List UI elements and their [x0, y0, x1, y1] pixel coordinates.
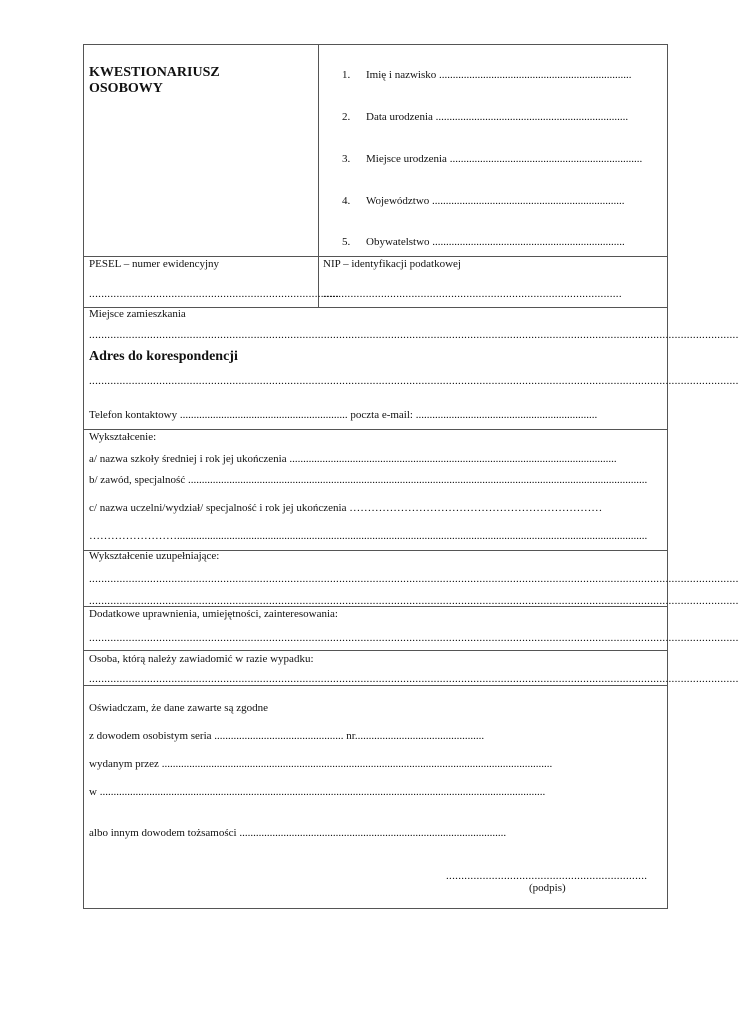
skills-field[interactable]: .....................................................................................................................................................................................................................	[89, 632, 739, 644]
signature-label: (podpis)	[529, 882, 566, 894]
correspondence-heading: Adres do korespondencji	[89, 349, 238, 364]
residence-label: Miejsce zamieszkania	[89, 308, 186, 320]
skills-label: Dodatkowe uprawnienia, umiejętności, zainteresowania:	[89, 608, 338, 620]
personal-item-name[interactable]: 1. Imię i nazwisko ......................................................................	[342, 69, 632, 81]
form-title-line2: OSOBOWY	[89, 81, 163, 96]
id-series-row[interactable]: z dowodem osobistym seria ............................................... nr...............................................	[89, 730, 485, 742]
personal-questionnaire-form	[83, 44, 739, 909]
signature-field[interactable]: ..................................................................	[446, 870, 648, 882]
header-column-divider	[318, 45, 319, 307]
additional-education-field-1[interactable]: .....................................................................................................................................................................................................................	[89, 573, 739, 585]
issued-in-row[interactable]: w ..................................................................................................................................................................	[89, 786, 546, 798]
education-label: Wykształcenie:	[89, 431, 157, 443]
email-label: poczta e-mail:	[350, 409, 413, 421]
personal-item-birth-place[interactable]: 3. Miejsce urodzenia ......................................................................	[342, 153, 643, 165]
personal-item-birth-date[interactable]: 2. Data urodzenia ......................................................................	[342, 111, 629, 123]
education-c-continuation[interactable]: ……………………...........................................................................................................................................................................	[89, 530, 648, 542]
education-c-row[interactable]: c/ nazwa uczelni/wydział/ specjalność i rok jej ukończenia ……………………………………………………………	[89, 502, 603, 514]
nip-field[interactable]: ..................................................................................................	[323, 288, 622, 300]
row-divider	[84, 606, 667, 607]
row-divider	[84, 650, 667, 651]
personal-item-citizenship[interactable]: 5. Obywatelstwo ......................................................................	[342, 236, 625, 248]
education-b-row[interactable]: b/ zawód, specjalność .......................................................................................................................................................................	[89, 474, 648, 486]
contact-row	[89, 409, 657, 422]
form-title	[89, 65, 220, 97]
education-a-row[interactable]: a/ nazwa szkoły średniej i rok jej ukończenia .......................................................................................................................	[89, 453, 617, 465]
phone-field[interactable]: .............................................................	[179, 409, 348, 421]
other-document-row[interactable]: albo innym dowodem tożsamości .................................................................................................	[89, 827, 507, 839]
phone-label: Telefon kontaktowy	[89, 409, 178, 421]
declaration-statement: Oświadczam, że dane zawarte są zgodne	[89, 702, 268, 714]
pesel-field[interactable]: ..................................................................................	[89, 288, 340, 300]
personal-item-voivodeship[interactable]: 4. Województwo ......................................................................	[342, 195, 625, 207]
correspondence-field[interactable]: .....................................................................................................................................................................................................................	[89, 375, 739, 387]
issued-by-row[interactable]: wydanym przez ..............................................................................................................................................	[89, 758, 553, 770]
additional-education-label: Wykształcenie uzupełniające:	[89, 550, 220, 562]
email-field[interactable]: ..................................................................	[415, 409, 598, 421]
nip-label: NIP – identyfikacji podatkowej	[323, 258, 461, 270]
emergency-field[interactable]: .....................................................................................................................................................................................................................	[89, 673, 739, 685]
pesel-label: PESEL – numer ewidencyjny	[89, 258, 220, 270]
row-divider	[84, 429, 667, 430]
row-divider	[84, 256, 667, 257]
additional-education-field-2[interactable]: .....................................................................................................................................................................................................................	[89, 595, 739, 607]
form-title-line1: KWESTIONARIUSZ	[89, 65, 220, 80]
row-divider	[84, 685, 667, 686]
residence-field[interactable]: .....................................................................................................................................................................................................................	[89, 329, 739, 341]
emergency-label: Osoba, którą należy zawiadomić w razie wypadku:	[89, 653, 314, 665]
